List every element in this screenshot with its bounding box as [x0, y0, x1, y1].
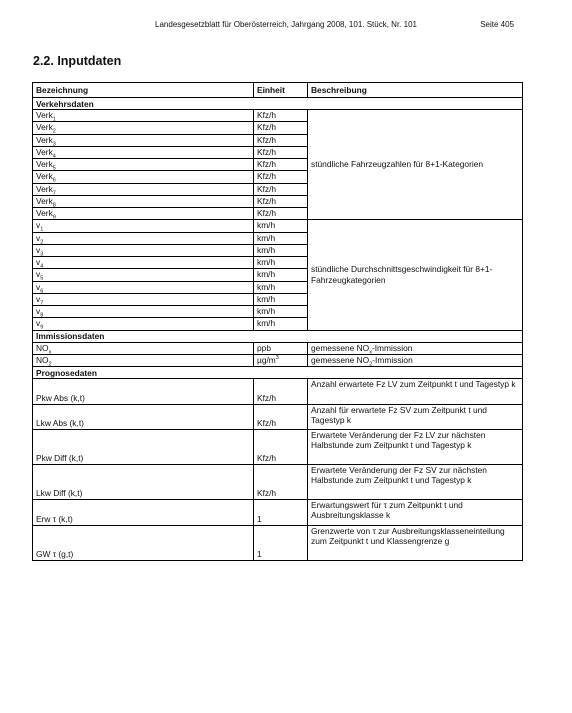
- variable-subscript: 4: [52, 153, 56, 160]
- section-immissionsdaten: [33, 330, 523, 342]
- variable-name: v: [36, 269, 41, 280]
- cell-einheit: km/h: [254, 293, 308, 305]
- cell-bezeichnung: [33, 110, 254, 122]
- cell-bezeichnung: Pkw Diff (k,t): [33, 430, 254, 465]
- cell-bezeichnung: [33, 306, 254, 318]
- variable-subscript: 2: [48, 361, 52, 368]
- cell-bezeichnung: Pkw Abs (k,t): [33, 379, 254, 405]
- cell-einheit: Kfz/h: [254, 430, 308, 465]
- cell-einheit: km/h: [254, 269, 308, 281]
- section-row: [33, 330, 523, 342]
- table-row: [33, 220, 523, 232]
- table-row: [33, 430, 523, 465]
- variable-name: Verk: [36, 171, 53, 182]
- variable-name: NO: [36, 342, 49, 353]
- variable-subscript: 7: [40, 300, 44, 307]
- desc-sub: x: [369, 349, 372, 356]
- table-row: [33, 342, 523, 354]
- cell-beschreibung: Erwartete Veränderung der Fz LV zur nächsten Halbstunde zum Zeitpunkt t und Tagestyp k: [308, 430, 523, 465]
- cell-bezeichnung: [33, 244, 254, 256]
- variable-name: v: [36, 318, 41, 329]
- table-row: [33, 379, 523, 405]
- variable-name: v: [36, 220, 41, 231]
- cell-einheit: km/h: [254, 220, 308, 232]
- cell-bezeichnung: [33, 232, 254, 244]
- cell-bezeichnung: [33, 257, 254, 269]
- cell-beschreibung: Erwartungswert für τ zum Zeitpunkt t und Ausbreitungsklasse k: [308, 500, 523, 526]
- variable-subscript: x: [48, 349, 52, 356]
- variable-name: Verk: [36, 122, 53, 133]
- cell-beschreibung: [308, 354, 523, 366]
- cell-einheit: Kfz/h: [254, 465, 308, 500]
- cell-bezeichnung: [33, 293, 254, 305]
- section-verkehrsdaten-label: Verkehrsdaten: [36, 98, 94, 109]
- variable-subscript: 7: [52, 190, 56, 197]
- desc-post: -Immission: [372, 354, 413, 365]
- cell-bezeichnung: [33, 342, 254, 354]
- cell-bezeichnung: [33, 281, 254, 293]
- variable-subscript: 5: [52, 165, 56, 172]
- cell-einheit: [254, 354, 308, 366]
- cell-einheit: Kfz/h: [254, 404, 308, 430]
- cell-einheit: Kfz/h: [254, 122, 308, 134]
- section-immissionsdaten-label: Immissionsdaten: [36, 331, 105, 341]
- cell-einheit: km/h: [254, 257, 308, 269]
- section-verkehrsdaten: [33, 98, 523, 110]
- cell-einheit: km/h: [254, 306, 308, 318]
- cell-beschreibung: Grenzwerte von τ zur Ausbreitungsklasseneinteilung zum Zeitpunkt t und Klassengrenze g: [308, 525, 523, 560]
- table-row: [33, 404, 523, 430]
- desc-post: -Immission: [371, 342, 413, 353]
- cell-bezeichnung: [33, 171, 254, 183]
- variable-subscript: 2: [52, 129, 56, 136]
- variable-name: Verk: [36, 195, 53, 206]
- cell-einheit: Kfz/h: [254, 195, 308, 207]
- cell-bezeichnung: [33, 195, 254, 207]
- cell-bezeichnung: Lkw Diff (k,t): [33, 465, 254, 500]
- cell-einheit: 1: [254, 525, 308, 560]
- variable-subscript: 9: [40, 325, 44, 332]
- cell-einheit: Kfz/h: [254, 159, 308, 171]
- cell-einheit: km/h: [254, 232, 308, 244]
- column-header-einheit: Einheit: [254, 83, 308, 98]
- cell-beschreibung: stündliche Fahrzeugzahlen für 8+1-Kategorien: [308, 110, 523, 220]
- variable-subscript: 3: [40, 251, 44, 258]
- cell-beschreibung: stündliche Durchschnittsgeschwindigkeit für 8+1-Fahrzeugkategorien: [308, 220, 523, 330]
- variable-name: v: [36, 244, 41, 255]
- table-row: [33, 465, 523, 500]
- cell-bezeichnung: [33, 318, 254, 330]
- desc-sub: 2: [369, 361, 373, 368]
- cell-beschreibung: Anzahl für erwartete Fz SV zum Zeitpunkt t und Tagestyp k: [308, 404, 523, 430]
- cell-einheit: Kfz/h: [254, 208, 308, 220]
- desc-pre: gemessene NO: [311, 354, 370, 365]
- variable-name: v: [36, 306, 41, 317]
- section-title: 2.2. Inputdaten: [33, 54, 122, 68]
- variable-name: Verk: [36, 134, 53, 145]
- desc-pre: gemessene NO: [311, 342, 370, 353]
- variable-name: v: [36, 281, 41, 292]
- variable-name: NO: [36, 354, 49, 365]
- variable-subscript: 5: [40, 276, 44, 283]
- column-header-beschreibung: Beschreibung: [308, 83, 523, 98]
- variable-subscript: 3: [52, 141, 56, 148]
- cell-einheit: km/h: [254, 244, 308, 256]
- cell-einheit: ppb: [254, 342, 308, 354]
- cell-bezeichnung: [33, 183, 254, 195]
- variable-name: v: [36, 293, 41, 304]
- cell-bezeichnung: [33, 354, 254, 366]
- cell-bezeichnung: [33, 208, 254, 220]
- cell-einheit: Kfz/h: [254, 110, 308, 122]
- section-row: [33, 98, 523, 110]
- unit-base: µg/m: [257, 354, 276, 365]
- cell-bezeichnung: Erw τ (k,t): [33, 500, 254, 526]
- cell-einheit: Kfz/h: [254, 379, 308, 405]
- cell-einheit: km/h: [254, 318, 308, 330]
- variable-subscript: 6: [40, 288, 44, 295]
- cell-bezeichnung: [33, 122, 254, 134]
- page-header: [0, 20, 572, 34]
- cell-bezeichnung: [33, 220, 254, 232]
- variable-name: v: [36, 257, 41, 268]
- table-row: [33, 110, 523, 122]
- cell-bezeichnung: Lkw Abs (k,t): [33, 404, 254, 430]
- cell-einheit: Kfz/h: [254, 146, 308, 158]
- table-row: [33, 354, 523, 366]
- variable-subscript: 9: [52, 214, 56, 221]
- cell-beschreibung: Anzahl erwartete Fz LV zum Zeitpunkt t und Tagestyp k: [308, 379, 523, 405]
- header-publication: Landesgesetzblatt für Oberösterreich, Jahrgang 2008, 101. Stück, Nr. 101: [155, 20, 417, 29]
- section-row: [33, 367, 523, 379]
- variable-subscript: 1: [40, 227, 44, 234]
- cell-bezeichnung: [33, 146, 254, 158]
- table-header-row: [33, 83, 523, 98]
- table-row: [33, 525, 523, 560]
- cell-einheit: Kfz/h: [254, 171, 308, 183]
- input-data-table: [32, 82, 523, 561]
- cell-einheit: 1: [254, 500, 308, 526]
- cell-einheit: Kfz/h: [254, 183, 308, 195]
- section-prognosedaten: [33, 367, 523, 379]
- cell-bezeichnung: [33, 269, 254, 281]
- variable-name: Verk: [36, 208, 53, 219]
- variable-subscript: 6: [52, 178, 56, 185]
- cell-bezeichnung: [33, 134, 254, 146]
- section-prognosedaten-label: Prognosedaten: [36, 367, 97, 378]
- variable-subscript: 4: [40, 263, 44, 270]
- cell-bezeichnung: GW τ (g,t): [33, 525, 254, 560]
- cell-beschreibung: [308, 342, 523, 354]
- variable-name: Verk: [36, 110, 53, 121]
- table-row: [33, 500, 523, 526]
- header-page-number: Seite 405: [480, 20, 514, 29]
- cell-bezeichnung: [33, 159, 254, 171]
- variable-name: Verk: [36, 183, 53, 194]
- cell-einheit: km/h: [254, 281, 308, 293]
- unit-superscript: 3: [275, 355, 279, 362]
- cell-einheit: Kfz/h: [254, 134, 308, 146]
- variable-subscript: 8: [40, 312, 44, 319]
- variable-name: v: [36, 232, 41, 243]
- variable-subscript: 8: [52, 202, 56, 209]
- variable-name: Verk: [36, 159, 53, 170]
- variable-subscript: 2: [40, 239, 44, 246]
- cell-beschreibung: Erwartete Veränderung der Fz SV zur nächsten Halbstunde zum Zeitpunkt t und Tagestyp k: [308, 465, 523, 500]
- column-header-bezeichnung: Bezeichnung: [33, 83, 254, 98]
- variable-name: Verk: [36, 146, 53, 157]
- variable-subscript: 1: [52, 116, 56, 123]
